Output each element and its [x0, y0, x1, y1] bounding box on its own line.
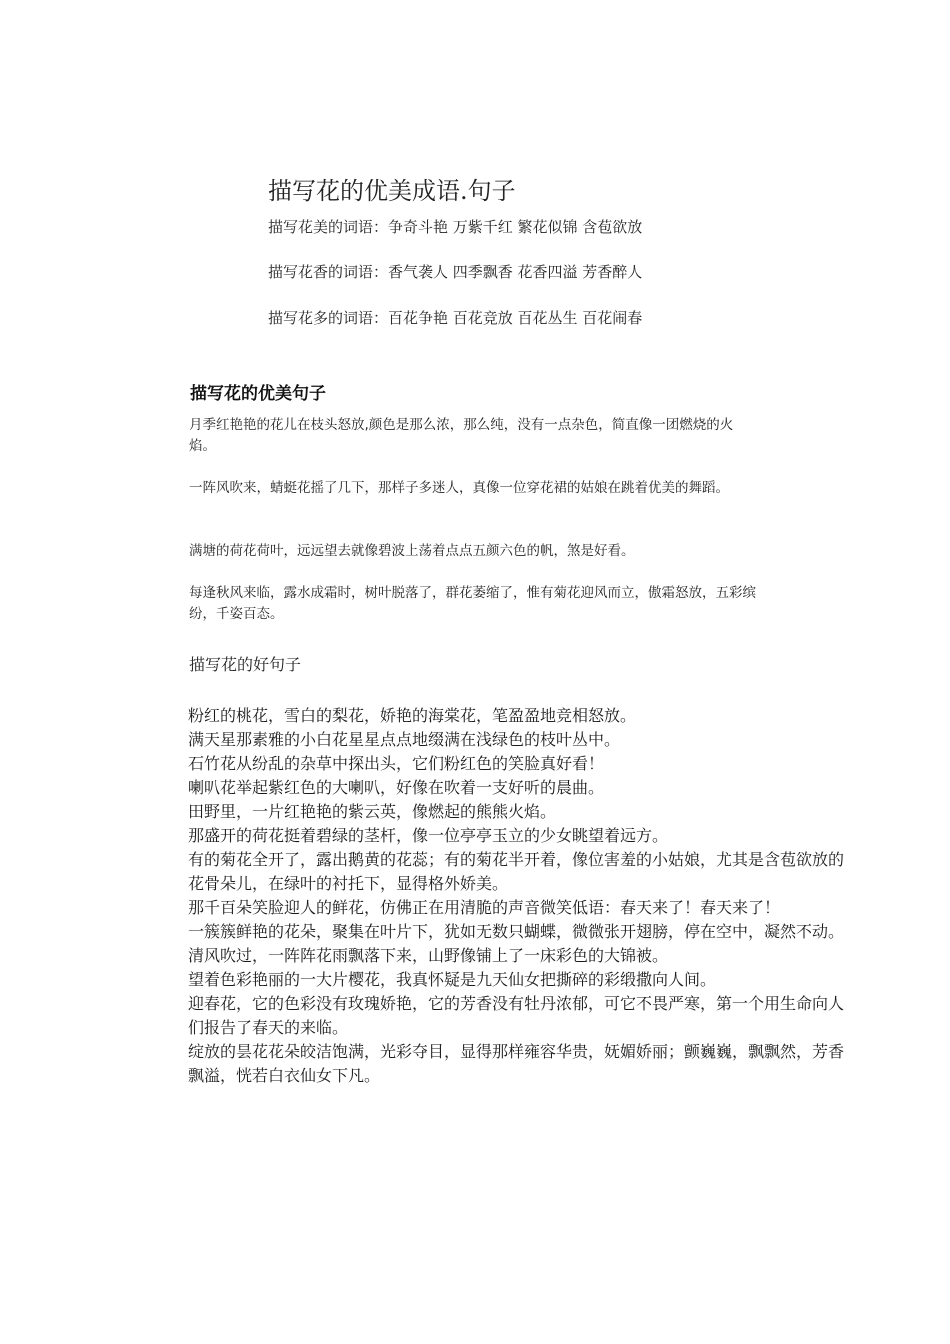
list-item: 喇叭花举起紫红色的大喇叭，好像在吹着一支好听的晨曲。 — [188, 778, 605, 797]
list-item: 那盛开的荷花挺着碧绿的茎杆，像一位亭亭玉立的少女眺望着远方。 — [188, 826, 669, 845]
document-title: 描写花的优美成语.句子 — [268, 177, 516, 205]
paragraph-lotus-pond: 满塘的荷花荷叶，远远望去就像碧波上荡着点点五颜六色的帆，煞是好看。 — [189, 543, 635, 559]
list-item: 望着色彩艳丽的一大片樱花，我真怀疑是九天仙女把撕碎的彩缎撒向人间。 — [188, 970, 717, 989]
list-item: 田野里，一片红艳艳的紫云英，像燃起的熊熊火焰。 — [188, 802, 557, 821]
list-item: 一簇簇鲜艳的花朵，聚集在叶片下，犹如无数只蝴蝶，微微张开翅膀，停在空中，凝然不动。 — [188, 922, 845, 941]
section-heading-beautiful-sentences: 描写花的优美句子 — [190, 384, 326, 404]
list-item: 那千百朵笑脸迎人的鲜花，仿佛正在用清脆的声音微笑低语：春天来了！春天来了！ — [188, 898, 781, 917]
paragraph-wind: 一阵风吹来，蜻蜓花摇了几下，那样子多迷人，真像一位穿花裙的姑娘在跳着优美的舞蹈。 — [189, 480, 729, 496]
list-item: 满天星那素雅的小白花星星点点地缀满在浅绿色的枝叶丛中。 — [188, 730, 621, 749]
paragraph-chrysanthemum: 每逢秋风来临，露水成霜时，树叶脱落了，群花萎缩了，惟有菊花迎风而立，傲霜怒放，五彩缤纷，千姿百态。 — [189, 585, 756, 622]
list-item: 有的菊花全开了，露出鹅黄的花蕊；有的菊花半开着，像位害羞的小姑娘，尤其是含苞欲放的花骨朵儿，在绿叶的衬托下，显得格外娇美。 — [188, 850, 845, 893]
sentence-list — [188, 704, 844, 1088]
vocab-line-beauty: 描写花美的词语：争奇斗艳 万紫千红 繁花似锦 含苞欲放 — [268, 218, 643, 236]
vocab-line-abundance: 描写花多的词语：百花争艳 百花竞放 百花丛生 百花闹春 — [268, 309, 643, 327]
list-item: 粉红的桃花，雪白的梨花，娇艳的海棠花，笔盈盈地竞相怒放。 — [188, 706, 637, 725]
vocab-line-fragrance: 描写花香的词语：香气袭人 四季飘香 花香四溢 芳香醉人 — [268, 263, 643, 281]
section-heading-good-sentences: 描写花的好句子 — [189, 655, 302, 674]
paragraph-rose: 月季红艳艳的花儿在枝头怒放,颜色是那么浓，那么纯，没有一点杂色，简直像一团燃烧的火焰。 — [189, 417, 734, 454]
list-item: 清风吹过，一阵阵花雨飘落下来，山野像铺上了一床彩色的大锦被。 — [188, 946, 669, 965]
list-item: 绽放的昙花花朵皎洁饱满，光彩夺目，显得那样雍容华贵，妩媚娇丽；颤巍巍，飘飘然，芳香飘溢，恍若白衣仙女下凡。 — [188, 1042, 845, 1085]
list-item: 石竹花从纷乱的杂草中探出头，它们粉红色的笑脸真好看！ — [188, 754, 605, 773]
list-item: 迎春花，它的色彩没有玫瑰娇艳，它的芳香没有牡丹浓郁，可它不畏严寒，第一个用生命向人们报告了春天的来临。 — [188, 994, 845, 1037]
